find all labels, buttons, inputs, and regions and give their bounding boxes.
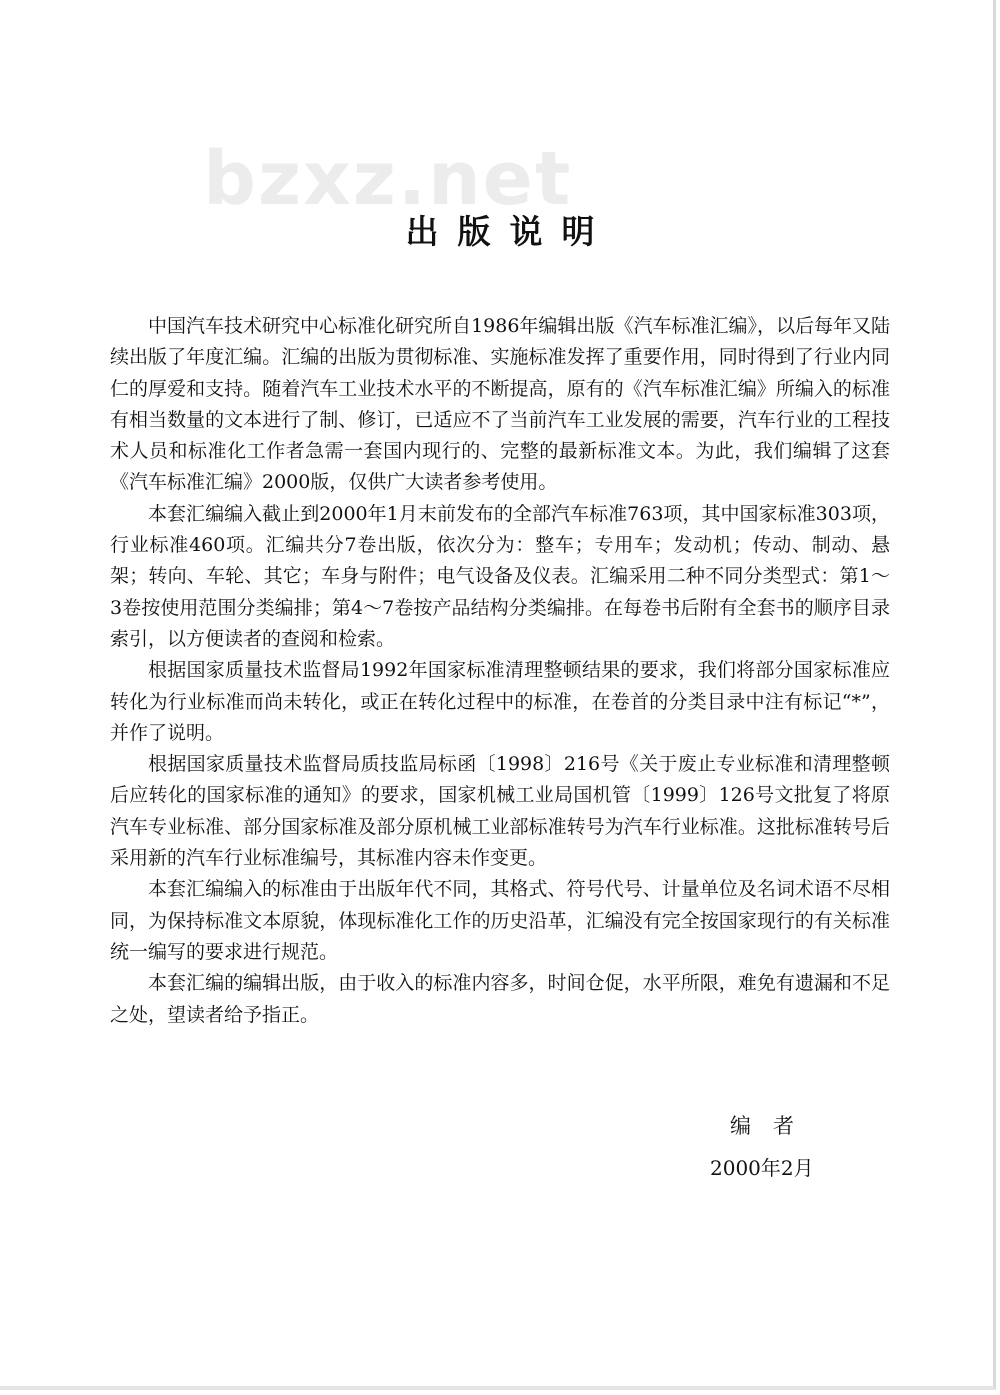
paragraph: 根据国家质量技术监督局1992年国家标准清理整顿结果的要求，我们将部分国家标准应转化为行业标准而尚未转化，或正在转化过程中的标准，在卷首的分类目录中注有标记“*”，并作了说明。 xyxy=(110,659,890,744)
signature-date: 2000年2月 xyxy=(710,1156,814,1180)
watermark: bzxz.net xyxy=(203,136,573,222)
paragraph: 本套汇编的编辑出版，由于收入的标准内容多，时间仓促，水平所限，难免有遗漏和不足之处，望读者给予指正。 xyxy=(110,972,890,1026)
signature xyxy=(710,1108,850,1184)
paragraph: 中国汽车技术研究中心标准化研究所自1986年编辑出版《汽车标准汇编》，以后每年又陆续出版了年度汇编。汇编的出版为贯彻标准、实施标准发挥了重要作用，同时得到了行业内同仁的厚爱和支持。随着汽车工业技术水平的不断提高，原有的《汽车标准汇编》所编入的标准有相当数量的文本进行了制、修订，已适应不了当前汽车工业发展的需要，汽车行业的工程技术人员和标准化工作者急需一套国内现行的、完整的最新标准文本。为此，我们编辑了这套《汽车标准汇编》2000版，仅供广大读者参考使用。 xyxy=(110,315,890,494)
signature-author: 编者 xyxy=(730,1114,816,1138)
body-text xyxy=(110,311,890,1031)
paragraph: 本套汇编编入截止到2000年1月末前发布的全部汽车标准763项，其中国家标准303项，行业标准460项。汇编共分7卷出版，依次分为：整车；专用车；发动机；传动、制动、悬架；转向、车轮、其它；车身与附件；电气设备及仪表。汇编采用二种不同分类型式：第1～3卷按使用范围分类编排；第4～7卷按产品结构分类编排。在每卷书后附有全套书的顺序目录索引，以方便读者的查阅和检索。 xyxy=(110,502,890,650)
page-title: 出版说明 xyxy=(405,212,614,251)
paragraph: 本套汇编编入的标准由于出版年代不同，其格式、符号代号、计量单位及名词术语不尽相同，为保持标准文本原貌，体现标准化工作的历史沿革，汇编没有完全按国家现行的有关标准统一编写的要求进行规范。 xyxy=(110,878,890,963)
paragraph: 根据国家质量技术监督局质技监局标函〔1998〕216号《关于废止专业标准和清理整顿后应转化的国家标准的通知》的要求，国家机械工业局国机管〔1999〕126号文批复了将原汽车专业标准、部分国家标准及部分原机械工业部标准转号为汽车行业标准。这批标准转号后采用新的汽车行业标准编号，其标准内容未作变更。 xyxy=(110,753,890,870)
